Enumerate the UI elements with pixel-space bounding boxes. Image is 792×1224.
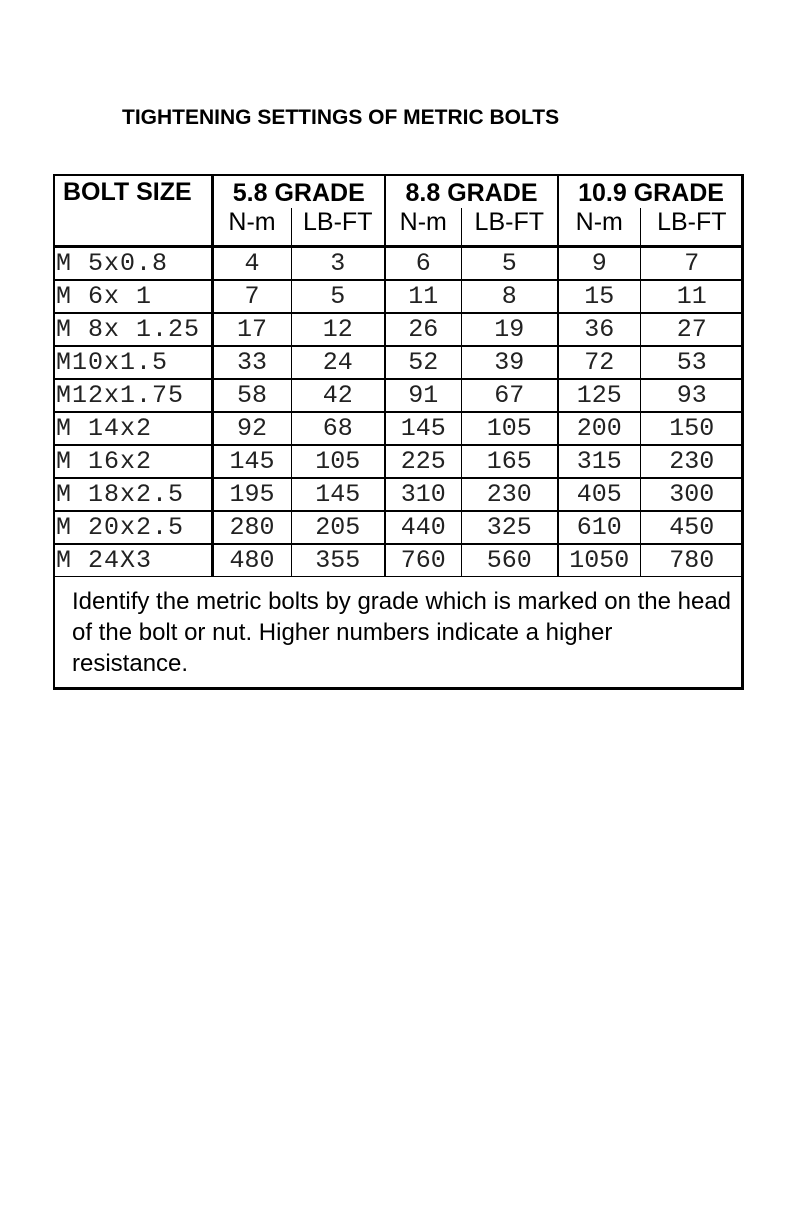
torque-nm-cell: 145 — [385, 412, 461, 445]
table-body — [55, 247, 743, 577]
note-text: Identify the metric bolts by grade which is marked on the head of the bolt or nut. Higher numbers indicate a higher resistance. — [72, 588, 732, 677]
header-row-grades — [55, 176, 743, 208]
torque-nm-cell: 310 — [385, 478, 461, 511]
bolt-size-cell: M 5x0.8 — [55, 247, 212, 281]
table-row — [55, 379, 743, 412]
unit-header-nm: N-m — [212, 208, 291, 247]
torque-nm-cell: 7 — [212, 280, 291, 313]
bolt-size-cell: M 20x2.5 — [55, 511, 212, 544]
torque-nm-cell: 4 — [212, 247, 291, 281]
torque-lbft-cell: 27 — [640, 313, 743, 346]
torque-nm-cell: 1050 — [558, 544, 640, 577]
bolt-size-cell: M 16x2 — [55, 445, 212, 478]
grade-header-10-9: 10.9 GRADE — [578, 179, 724, 207]
unit-header-nm: N-m — [385, 208, 461, 247]
torque-lbft-cell: 11 — [640, 280, 743, 313]
bolt-size-cell: M 24X3 — [55, 544, 212, 577]
torque-nm-cell: 36 — [558, 313, 640, 346]
torque-lbft-cell: 205 — [291, 511, 385, 544]
torque-nm-cell: 52 — [385, 346, 461, 379]
torque-nm-cell: 195 — [212, 478, 291, 511]
torque-lbft-cell: 67 — [461, 379, 558, 412]
table-row — [55, 313, 743, 346]
torque-lbft-cell: 12 — [291, 313, 385, 346]
torque-nm-cell: 58 — [212, 379, 291, 412]
unit-header-lbft: LB-FT — [640, 208, 743, 247]
torque-lbft-cell: 300 — [640, 478, 743, 511]
torque-nm-cell: 225 — [385, 445, 461, 478]
torque-lbft-cell: 230 — [461, 478, 558, 511]
torque-lbft-cell: 8 — [461, 280, 558, 313]
torque-nm-cell: 610 — [558, 511, 640, 544]
torque-nm-cell: 15 — [558, 280, 640, 313]
torque-lbft-cell: 230 — [640, 445, 743, 478]
torque-lbft-cell: 165 — [461, 445, 558, 478]
torque-table — [55, 176, 743, 577]
torque-nm-cell: 145 — [212, 445, 291, 478]
bolt-size-cell: M 14x2 — [55, 412, 212, 445]
table-row — [55, 445, 743, 478]
torque-lbft-cell: 68 — [291, 412, 385, 445]
table-row — [55, 346, 743, 379]
torque-nm-cell: 9 — [558, 247, 640, 281]
torque-lbft-cell: 560 — [461, 544, 558, 577]
torque-nm-cell: 17 — [212, 313, 291, 346]
torque-nm-cell: 91 — [385, 379, 461, 412]
torque-lbft-cell: 5 — [291, 280, 385, 313]
torque-lbft-cell: 42 — [291, 379, 385, 412]
torque-lbft-cell: 7 — [640, 247, 743, 281]
torque-lbft-cell: 150 — [640, 412, 743, 445]
torque-nm-cell: 11 — [385, 280, 461, 313]
torque-nm-cell: 315 — [558, 445, 640, 478]
bolt-size-cell: M12x1.75 — [55, 379, 212, 412]
torque-nm-cell: 760 — [385, 544, 461, 577]
torque-lbft-cell: 24 — [291, 346, 385, 379]
table-row — [55, 412, 743, 445]
torque-lbft-cell: 39 — [461, 346, 558, 379]
torque-lbft-cell: 325 — [461, 511, 558, 544]
grade-header-8-8: 8.8 GRADE — [385, 176, 558, 208]
torque-nm-cell: 26 — [385, 313, 461, 346]
torque-nm-cell: 200 — [558, 412, 640, 445]
torque-nm-cell: 6 — [385, 247, 461, 281]
table-row — [55, 544, 743, 577]
torque-lbft-cell: 780 — [640, 544, 743, 577]
page-title: TIGHTENING SETTINGS OF METRIC BOLTS — [122, 106, 560, 129]
torque-lbft-cell: 5 — [461, 247, 558, 281]
torque-card — [53, 174, 744, 690]
torque-nm-cell: 125 — [558, 379, 640, 412]
bolt-size-cell: M 8x 1.25 — [55, 313, 212, 346]
bolt-size-header: BOLT SIZE — [55, 176, 212, 247]
unit-header-nm: N-m — [558, 208, 640, 247]
torque-lbft-cell: 19 — [461, 313, 558, 346]
torque-nm-cell: 480 — [212, 544, 291, 577]
torque-lbft-cell: 53 — [640, 346, 743, 379]
torque-nm-cell: 440 — [385, 511, 461, 544]
unit-header-lbft: LB-FT — [461, 208, 558, 247]
torque-nm-cell: 405 — [558, 478, 640, 511]
torque-nm-cell: 72 — [558, 346, 640, 379]
table-row — [55, 511, 743, 544]
torque-lbft-cell: 3 — [291, 247, 385, 281]
bolt-size-cell: M 18x2.5 — [55, 478, 212, 511]
table-row — [55, 247, 743, 281]
torque-nm-cell: 280 — [212, 511, 291, 544]
table-row — [55, 478, 743, 511]
torque-nm-cell: 92 — [212, 412, 291, 445]
torque-lbft-cell: 105 — [291, 445, 385, 478]
table-row — [55, 280, 743, 313]
grade-header-5-8: 5.8 GRADE — [212, 176, 385, 208]
torque-lbft-cell: 105 — [461, 412, 558, 445]
bolt-size-cell: M10x1.5 — [55, 346, 212, 379]
torque-lbft-cell: 450 — [640, 511, 743, 544]
torque-lbft-cell: 355 — [291, 544, 385, 577]
torque-lbft-cell: 145 — [291, 478, 385, 511]
bolt-size-cell: M 6x 1 — [55, 280, 212, 313]
torque-lbft-cell: 93 — [640, 379, 743, 412]
torque-nm-cell: 33 — [212, 346, 291, 379]
unit-header-lbft: LB-FT — [291, 208, 385, 247]
